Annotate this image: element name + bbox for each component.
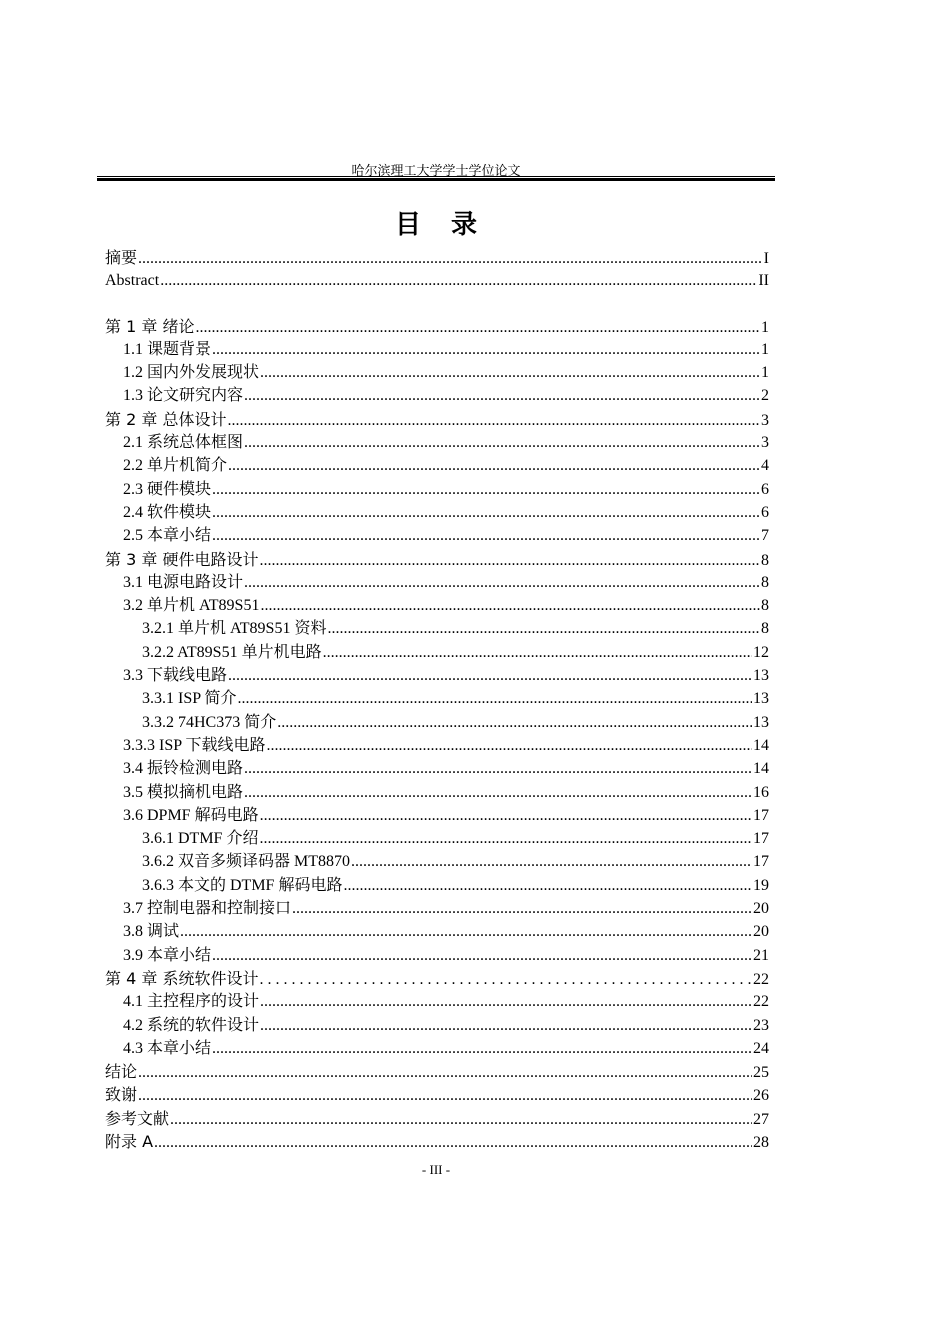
toc-leader-dots [170, 1108, 752, 1131]
toc-leader-dots [160, 269, 757, 292]
toc-leader-dots [228, 664, 752, 687]
toc-leader-dots [238, 687, 752, 710]
toc-entry[interactable] [105, 478, 769, 501]
toc-entry-page: 13 [753, 690, 769, 708]
toc-entry-page: 7 [761, 527, 769, 545]
toc-entry[interactable] [105, 408, 769, 431]
toc-leader-dots [260, 804, 752, 827]
toc-entry[interactable] [105, 641, 769, 664]
toc-entry-label: 3.8 调试 [123, 923, 180, 941]
toc-entry[interactable] [105, 501, 769, 524]
running-header: 哈尔滨理工大学学士学位论文 [351, 163, 521, 178]
toc-entry[interactable] [105, 664, 769, 687]
toc-entry[interactable] [105, 1107, 769, 1130]
toc-entry-page: 13 [753, 667, 769, 685]
toc-entry-page: 17 [753, 806, 769, 824]
toc-leader-dots [212, 501, 760, 524]
toc-leader-dots [259, 968, 752, 991]
toc-entry-label: 1.1 课题背景 [123, 340, 212, 358]
toc-entry-page: 28 [753, 1133, 769, 1151]
toc-leader-dots [212, 944, 752, 967]
toc-entry-page: 24 [753, 1039, 769, 1057]
toc-entry[interactable] [105, 827, 769, 850]
toc-entry[interactable] [105, 315, 769, 338]
toc-entry-label: 2.3 硬件模块 [123, 480, 212, 498]
toc-entry[interactable] [105, 734, 769, 757]
toc-entry[interactable] [105, 246, 769, 269]
toc-entry[interactable] [105, 338, 769, 361]
toc-entry-page: 22 [753, 970, 769, 988]
toc-entry[interactable] [105, 454, 769, 477]
toc-entry-page: 3 [761, 411, 769, 429]
toc-entry-page: I [763, 250, 769, 267]
toc-leader-dots [138, 1084, 752, 1107]
toc-entry-page: 27 [753, 1110, 769, 1128]
toc-leader-dots [260, 594, 760, 617]
header-rule-thin [97, 176, 775, 177]
header-rule-thick [97, 178, 775, 181]
toc-leader-dots [212, 1037, 752, 1060]
toc-leader-dots [212, 524, 760, 547]
toc-entry-label: 第 3 章 硬件电路设计 [105, 549, 259, 569]
toc-entry[interactable] [105, 804, 769, 827]
toc-entry-label: 2.5 本章小结 [123, 527, 212, 545]
toc-entry[interactable] [105, 781, 769, 804]
toc-entry-label: 3.2.2 AT89S51 单片机电路 [142, 643, 322, 661]
toc-entry[interactable] [105, 990, 769, 1013]
toc-leader-dots [277, 711, 752, 734]
toc-entry-label: 3.5 模拟摘机电路 [123, 783, 244, 801]
page-number: - III - [421, 1162, 451, 1177]
toc-entry-label: 3.6 DPMF 解码电路 [123, 806, 259, 824]
toc-entry[interactable] [105, 617, 769, 640]
toc-entry-label: 3.6.1 DTMF 介绍 [142, 830, 259, 848]
toc-entry-page: 21 [753, 946, 769, 964]
toc-entry-page: 16 [753, 783, 769, 801]
toc-entry-page: 8 [761, 573, 769, 591]
toc-entry[interactable] [105, 1083, 769, 1106]
toc-leader-dots [227, 409, 760, 432]
toc-leader-dots [292, 897, 752, 920]
toc-leader-dots [138, 247, 763, 270]
toc-entry-label: Abstract [105, 272, 160, 290]
toc-leader-dots [180, 920, 752, 943]
toc-leader-dots [244, 757, 752, 780]
toc-entry-label: 2.1 系统总体框图 [123, 434, 244, 452]
toc-entry-label: 3.3.3 ISP 下载线电路 [123, 736, 266, 754]
toc-entry-page: 23 [753, 1016, 769, 1034]
toc-entry-page: 14 [753, 760, 769, 778]
toc-entry-page: 8 [761, 551, 769, 569]
toc-entry-page: 17 [753, 853, 769, 871]
toc-entry-page: 1 [761, 340, 769, 358]
toc-entry-page: II [758, 272, 769, 290]
toc-entry-page: 6 [761, 480, 769, 498]
toc-entry-page: 8 [761, 620, 769, 638]
toc-entry[interactable] [105, 524, 769, 547]
toc-entry[interactable] [105, 571, 769, 594]
toc-entry-label: 4.2 系统的软件设计 [123, 1016, 260, 1034]
toc-entry-page: 17 [753, 830, 769, 848]
toc-entry[interactable] [105, 711, 769, 734]
toc-entry-page: 19 [753, 876, 769, 894]
toc-entry[interactable] [105, 1060, 769, 1083]
toc-entry-label: 1.2 国内外发展现状 [123, 364, 260, 382]
toc-entry[interactable] [105, 967, 769, 990]
toc-entry-label: 附录 A [105, 1131, 154, 1151]
toc-entry[interactable] [105, 384, 769, 407]
toc-entry-label: 2.2 单片机简介 [123, 457, 228, 475]
toc-leader-dots [351, 850, 752, 873]
toc-leader-dots [244, 431, 760, 454]
toc-entry-page: 26 [753, 1087, 769, 1105]
toc-entry-label: 3.3.1 ISP 简介 [142, 690, 237, 708]
toc-entry-page: 8 [761, 597, 769, 615]
toc-entry-page: 6 [761, 503, 769, 521]
toc-entry-label: 致谢 [105, 1085, 138, 1105]
toc-entry-label: 3.3 下载线电路 [123, 667, 228, 685]
toc-entry[interactable] [105, 850, 769, 873]
toc-entry-label: 1.3 论文研究内容 [123, 387, 244, 405]
toc-leader-dots [138, 1061, 752, 1084]
toc-entry[interactable] [105, 920, 769, 943]
toc-entry[interactable] [105, 687, 769, 710]
toc-entry-page: 1 [761, 364, 769, 382]
toc-entry-label: 3.1 电源电路设计 [123, 573, 244, 591]
toc-entry-page: 3 [761, 434, 769, 452]
toc-entry-label: 4.1 主控程序的设计 [123, 993, 260, 1011]
toc-leader-dots [259, 549, 760, 572]
toc-entry-page: 13 [753, 713, 769, 731]
toc-entry-page: 1 [761, 318, 769, 336]
toc-entry-label: 3.6.2 双音多频译码器 MT8870 [142, 853, 351, 871]
toc-entry[interactable] [105, 1037, 769, 1060]
toc-leader-dots [343, 874, 752, 897]
toc-leader-dots [244, 571, 760, 594]
toc-entry-label: 参考文献 [105, 1108, 170, 1128]
toc-title: 目录 [394, 210, 507, 240]
toc-entry-page: 20 [753, 923, 769, 941]
table-of-contents [105, 246, 769, 1153]
toc-entry-label: 3.2 单片机 AT89S51 [123, 597, 260, 615]
toc-leader-dots [260, 990, 752, 1013]
toc-entry[interactable] [105, 361, 769, 384]
toc-entry-label: 3.9 本章小结 [123, 946, 212, 964]
toc-leader-dots [228, 454, 760, 477]
toc-entry[interactable] [105, 594, 769, 617]
toc-entry-label: 3.7 控制电器和控制接口 [123, 900, 292, 918]
toc-leader-dots [267, 734, 752, 757]
toc-entry[interactable] [105, 431, 769, 454]
toc-entry-page: 14 [753, 736, 769, 754]
toc-entry-label: 3.2.1 单片机 AT89S51 资料 [142, 620, 327, 638]
toc-leader-dots [323, 641, 752, 664]
toc-entry-page: 25 [753, 1064, 769, 1082]
toc-entry-page: 22 [753, 993, 769, 1011]
toc-entry[interactable] [105, 944, 769, 967]
toc-leader-dots [154, 1131, 752, 1154]
toc-entry-label: 3.3.2 74HC373 简介 [142, 713, 277, 731]
toc-entry-label: 2.4 软件模块 [123, 503, 212, 521]
toc-entry[interactable] [105, 897, 769, 920]
toc-entry-page: 4 [761, 457, 769, 475]
toc-entry-label: 摘要 [105, 248, 138, 267]
toc-entry[interactable] [105, 874, 769, 897]
toc-leader-dots [259, 827, 752, 850]
toc-entry-label: 第 4 章 系统软件设计 [105, 968, 259, 988]
toc-entry-page: 12 [753, 643, 769, 661]
toc-leader-dots [195, 316, 760, 339]
toc-entry[interactable] [105, 757, 769, 780]
toc-leader-dots [327, 617, 760, 640]
toc-leader-dots [244, 384, 760, 407]
toc-entry[interactable] [105, 1014, 769, 1037]
toc-entry-label: 3.4 振铃检测电路 [123, 760, 244, 778]
toc-entry-label: 3.6.3 本文的 DTMF 解码电路 [142, 876, 343, 894]
toc-entry-page: 2 [761, 387, 769, 405]
toc-entry[interactable] [105, 269, 769, 292]
toc-entry[interactable] [105, 1130, 769, 1153]
toc-entry-label: 4.3 本章小结 [123, 1039, 212, 1057]
toc-entry[interactable] [105, 548, 769, 571]
toc-leader-dots [212, 338, 760, 361]
toc-entry-label: 第 2 章 总体设计 [105, 409, 227, 429]
toc-leader-dots [260, 361, 760, 384]
toc-leader-dots [244, 781, 752, 804]
toc-entry-label: 结论 [105, 1062, 138, 1082]
toc-leader-dots [212, 478, 760, 501]
toc-entry-page: 20 [753, 900, 769, 918]
toc-leader-dots [260, 1014, 752, 1037]
toc-entry-label: 第 1 章 绪论 [105, 316, 195, 336]
